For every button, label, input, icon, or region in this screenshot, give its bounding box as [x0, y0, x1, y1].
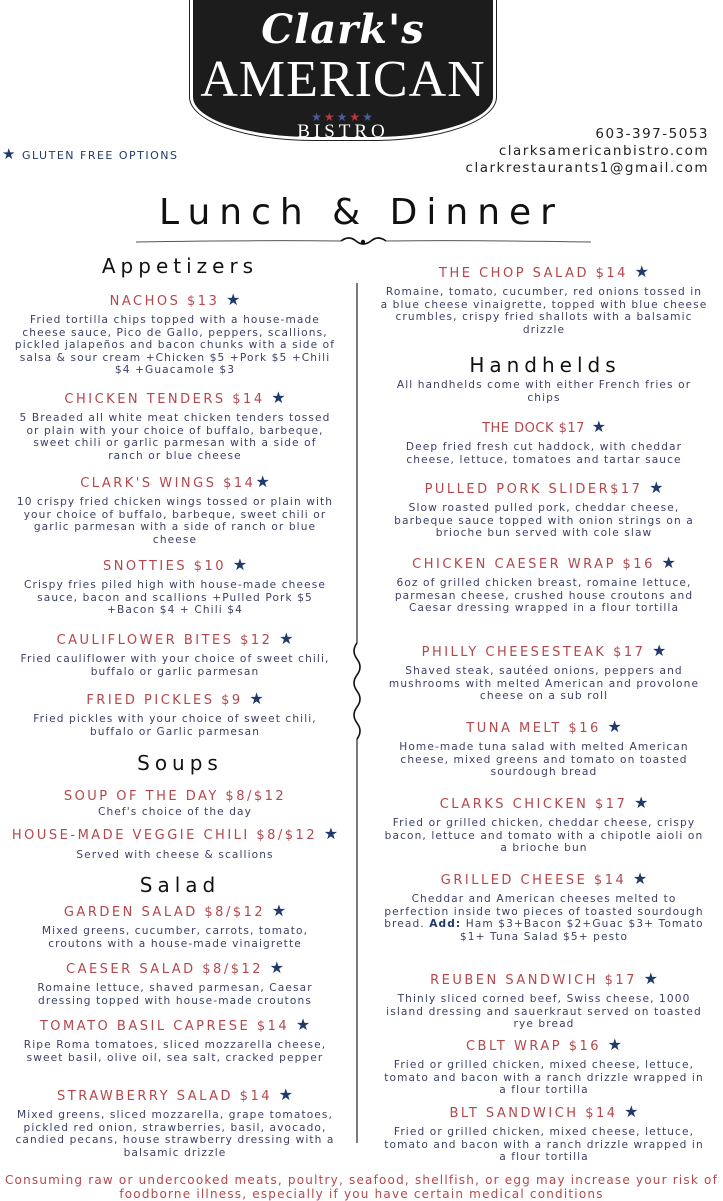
menu-item — [14, 959, 336, 1007]
item-description: Crispy fries piled high with house-made cheese sauce, bacon and scallions +Pulled Pork $5 +Bacon $4 + Chili $4 — [24, 579, 326, 617]
menu-item — [380, 794, 708, 855]
logo-main-text: AMERICAN — [200, 51, 486, 108]
item-description: Home-made tuna salad with melted American cheese, mixed greens and tomato on toasted sourdough bread — [399, 741, 689, 779]
item-description-text: Cheddar and American cheeses melted to perfection inside two pieces of toasted sourdough bread. — [384, 893, 704, 931]
gluten-free-star-icon: ★ — [661, 553, 676, 572]
handhelds-note: All handhelds come with either French fries or chips — [396, 379, 692, 404]
item-name: NACHOS $13 — [109, 294, 220, 309]
menu-item — [14, 630, 336, 678]
item-description: 5 Breaded all white meat chicken tenders tossed or plain with your choice of buffalo, barbeque, sweet chili or garlic parmesan with a side of ranch or blue cheese — [19, 412, 331, 462]
menu-item — [380, 418, 708, 466]
item-name: SNOTTIES $10 — [102, 559, 227, 574]
item-name: SOUP OF THE DAY $8/$12 — [63, 789, 287, 804]
menu-item — [14, 556, 336, 617]
gluten-free-star-icon: ★ — [278, 1085, 293, 1104]
gluten-free-star-icon: ★ — [652, 641, 667, 660]
gluten-free-star-icon: ★ — [255, 472, 270, 491]
item-description: Fried or grilled chicken, mixed cheese, lettuce, tomato and bacon with a ranch drizzle wrapped in a flour tortilla — [384, 1059, 704, 1097]
menu-item — [14, 788, 336, 819]
logo-stars-icon: ★★★★★ — [311, 110, 375, 124]
food-safety-notice: Consuming raw or undercooked meats, poultry, seafood, shellfish, or egg may increase your risk of foodborne illness, especially if you have certain medical conditions — [4, 1173, 719, 1201]
item-name: CLARK'S WINGS $14 — [80, 476, 256, 491]
gluten-free-star-icon: ★ — [634, 262, 649, 281]
gluten-free-star-icon: ★ — [632, 869, 648, 888]
page-title: Lunch & Dinner — [159, 192, 564, 233]
item-name: CAULIFLOWER BITES $12 — [56, 633, 273, 648]
menu-item — [14, 690, 336, 738]
contact-info — [466, 126, 709, 177]
menu-item — [14, 1086, 336, 1159]
item-name: FRIED PICKLES $9 — [86, 693, 243, 708]
item-description: Fried or grilled chicken, mixed cheese, lettuce, tomato and bacon with a ranch drizzle wrapped in a flour tortilla — [384, 1126, 704, 1164]
gluten-free-star-icon: ★ — [633, 793, 649, 812]
gluten-free-star-icon: ★ — [269, 958, 284, 977]
item-name: CHICKEN CAESER WRAP $16 — [412, 557, 655, 572]
item-description: Mixed greens, cucumber, carrots, tomato, croutons with a house-made vinaigrette — [41, 925, 309, 950]
item-description: 10 crispy fried chicken wings tossed or plain with your choice of buffalo, barbeque, sweet chili or garlic parmesan with a side of ranch or blue cheese — [16, 496, 334, 546]
website-link[interactable]: clarksamericanbistro.com — [498, 143, 709, 159]
gluten-free-star-icon: ★ — [323, 824, 339, 843]
gluten-free-legend — [2, 145, 179, 163]
item-name: CBLT WRAP $16 — [465, 1039, 602, 1054]
menu-item — [380, 718, 708, 779]
menu-item — [14, 902, 336, 950]
restaurant-logo — [193, 0, 493, 142]
item-description: Mixed greens, sliced mozzarella, grape tomatoes, pickled red onion, strawberries, basil, avocado, candied pecans, house strawberry dressing with a balsamic drizzle — [15, 1109, 335, 1159]
column-divider — [350, 283, 364, 1143]
menu-item — [380, 554, 708, 615]
item-name: GRILLED CHEESE $14 — [440, 873, 627, 888]
gluten-free-star-icon: ★ — [607, 1035, 623, 1054]
item-name: REUBEN SANDWICH $17 — [430, 973, 637, 988]
item-description: Shaved steak, sautéed onions, peppers and mushrooms with melted American and provolone cheese on a sub roll — [388, 665, 700, 703]
item-name: THE DOCK $17 — [482, 421, 585, 436]
item-description: Fried or grilled chicken, cheddar cheese, crispy bacon, lettuce and tomato with a chipotle aioli on a brioche bun — [384, 817, 704, 855]
menu-item — [380, 870, 708, 943]
menu-item — [14, 473, 336, 546]
star-icon: ★ — [2, 145, 17, 163]
item-name: CAESER SALAD $8/$12 — [66, 962, 264, 977]
add-ons-text: Ham $3+Bacon $2+Guac $3+ Tomato $1+ Tuna Salad $5+ pesto — [459, 918, 704, 943]
add-ons-label: Add: — [429, 918, 462, 931]
item-name: THE CHOP SALAD $14 — [439, 266, 628, 281]
section-soups: Soups — [137, 751, 223, 775]
item-name: HOUSE-MADE VEGGIE CHILI $8/$12 — [11, 828, 318, 843]
menu-item — [380, 1103, 708, 1164]
gluten-free-star-icon: ★ — [607, 717, 622, 736]
menu-item — [14, 389, 336, 462]
item-description: Romaine, tomato, cucumber, red onions tossed in a blue cheese vinaigrette, topped with blue cheese crumbles, crispy fried shallots with a balsamic drizzle — [380, 286, 708, 336]
gluten-free-star-icon: ★ — [279, 629, 294, 648]
menu-item — [380, 970, 708, 1031]
item-description — [380, 893, 708, 943]
item-description: Slow roasted pulled pork, cheddar cheese, barbeque sauce topped with onion strings on a brioche bun served with cole slaw — [394, 502, 694, 540]
logo-sub-text: BISTRO — [297, 121, 389, 142]
item-name: CHICKEN TENDERS $14 — [64, 392, 265, 407]
item-description: Romaine lettuce, shaved parmesan, Caesar dressing topped with house-made croutons — [37, 982, 313, 1007]
email-link[interactable]: clarkrestaurants1@gmail.com — [465, 160, 709, 176]
menu-item — [380, 263, 708, 336]
item-description: Chef's choice of the day — [97, 806, 253, 818]
gluten-free-star-icon: ★ — [225, 290, 241, 309]
item-name: PHILLY CHEESESTEAK $17 — [421, 645, 646, 660]
gluten-free-star-icon: ★ — [271, 901, 287, 920]
title-flourish-divider — [136, 236, 591, 248]
item-name: TUNA MELT $16 — [466, 721, 601, 736]
item-description: 6oz of grilled chicken breast, romaine lettuce, parmesan cheese, crushed house croutons and Caesar dressing wrapped in a flour tortilla — [394, 577, 694, 615]
gluten-free-star-icon: ★ — [649, 478, 664, 497]
menu-item — [380, 479, 708, 540]
gluten-free-star-icon: ★ — [271, 388, 286, 407]
gluten-free-star-icon: ★ — [643, 969, 658, 988]
gluten-free-star-icon: ★ — [249, 689, 264, 708]
menu-item — [14, 1016, 336, 1064]
menu-item — [380, 642, 708, 703]
gluten-free-star-icon: ★ — [295, 1015, 311, 1034]
item-description: Served with cheese & scallions — [76, 849, 274, 861]
item-name: PULLED PORK SLIDER$17 — [424, 482, 643, 497]
menu-item — [0, 825, 350, 862]
item-description: Fried tortilla chips topped with a house-made cheese sauce, Pico de Gallo, peppers, scallions, pickled jalapeños and bacon chunks with a side of salsa & sour cream +Chicken $5 +Pork $5 +Chili $4 +Guacamole $3 — [14, 314, 336, 377]
phone-number: 603-397-5053 — [595, 126, 709, 142]
menu-item — [14, 291, 336, 377]
gluten-free-star-icon: ★ — [591, 417, 606, 436]
item-description: Fried pickles with your choice of sweet chili, buffalo or Garlic parmesan — [33, 713, 317, 738]
item-name: BLT SANDWICH $14 — [449, 1106, 618, 1121]
item-description: Deep fried fresh cut haddock, with cheddar cheese, lettuce, tomatoes and tartar sauce — [405, 441, 683, 466]
section-appetizers: Appetizers — [101, 254, 259, 278]
item-name: TOMATO BASIL CAPRESE $14 — [39, 1019, 290, 1034]
item-description: Fried cauliflower with your choice of sweet chili, buffalo or garlic parmesan — [20, 653, 330, 678]
item-description: Ripe Roma tomatoes, sliced mozzarella cheese, sweet basil, olive oil, sea salt, cracked pepper — [23, 1039, 327, 1064]
section-salad: Salad — [139, 873, 221, 897]
item-name: CLARKS CHICKEN $17 — [439, 797, 628, 812]
item-name: GARDEN SALAD $8/$12 — [63, 905, 266, 920]
gluten-free-star-icon: ★ — [232, 555, 248, 574]
item-name: STRAWBERRY SALAD $14 — [57, 1089, 272, 1104]
logo-script-text: Clark's — [261, 6, 425, 53]
gluten-free-star-icon: ★ — [624, 1102, 639, 1121]
gluten-free-label: GLUTEN FREE OPTIONS — [21, 149, 179, 162]
item-description: Thinly sliced corned beef, Swiss cheese, 1000 island dressing and sauerkraut served on toasted rye bread — [386, 993, 702, 1031]
section-handhelds: Handhelds — [469, 353, 621, 377]
menu-item — [380, 1036, 708, 1097]
